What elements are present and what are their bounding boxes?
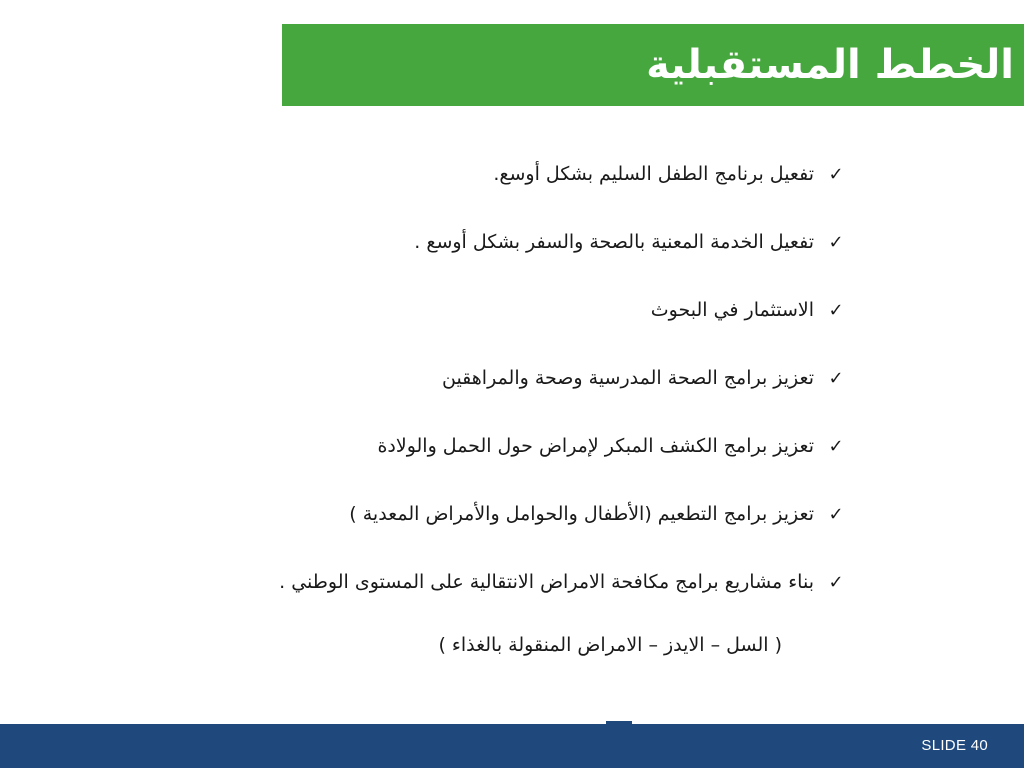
checkmark-icon: ✓: [828, 231, 844, 253]
checkmark-icon: ✓: [828, 163, 844, 185]
bullet-item: [128, 412, 848, 480]
checkmark-icon: ✓: [828, 503, 844, 525]
bullet-item: [128, 480, 848, 548]
title-bar: [282, 24, 1024, 106]
bullet-item: [128, 276, 848, 344]
bullet-list: [128, 140, 848, 616]
bullet-text: بناء مشاريع برامج مكافحة الامراض الانتقالية على المستوى الوطني .: [279, 571, 814, 593]
bullet-item: [128, 548, 848, 616]
bullet-sub-line: ( السل – الايدز – الامراض المنقولة بالغذاء ): [438, 634, 782, 656]
bullet-item: [128, 344, 848, 412]
bullet-item: [128, 208, 848, 276]
bullet-text: تفعيل برنامج الطفل السليم بشكل أوسع.: [493, 163, 814, 185]
slide-title: الخطط المستقبلية: [646, 42, 1014, 88]
bullet-text: تعزيز برامج التطعيم (الأطفال والحوامل والأمراض المعدية ): [349, 503, 814, 525]
footer-notch: [606, 721, 632, 724]
slide-number: SLIDE 40: [921, 737, 988, 754]
checkmark-icon: ✓: [828, 435, 844, 457]
bullet-text: تفعيل الخدمة المعنية بالصحة والسفر بشكل أوسع .: [414, 231, 814, 253]
checkmark-icon: ✓: [828, 299, 844, 321]
checkmark-icon: ✓: [828, 367, 844, 389]
bullet-text: تعزيز برامج الصحة المدرسية وصحة والمراهقين: [441, 367, 814, 389]
bullet-text: الاستثمار في البحوث: [650, 299, 814, 321]
checkmark-icon: ✓: [828, 571, 844, 593]
bullet-text: تعزيز برامج الكشف المبكر لإمراض حول الحمل والولادة: [377, 435, 814, 457]
footer-bar: [0, 724, 1024, 768]
bullet-item: [128, 140, 848, 208]
